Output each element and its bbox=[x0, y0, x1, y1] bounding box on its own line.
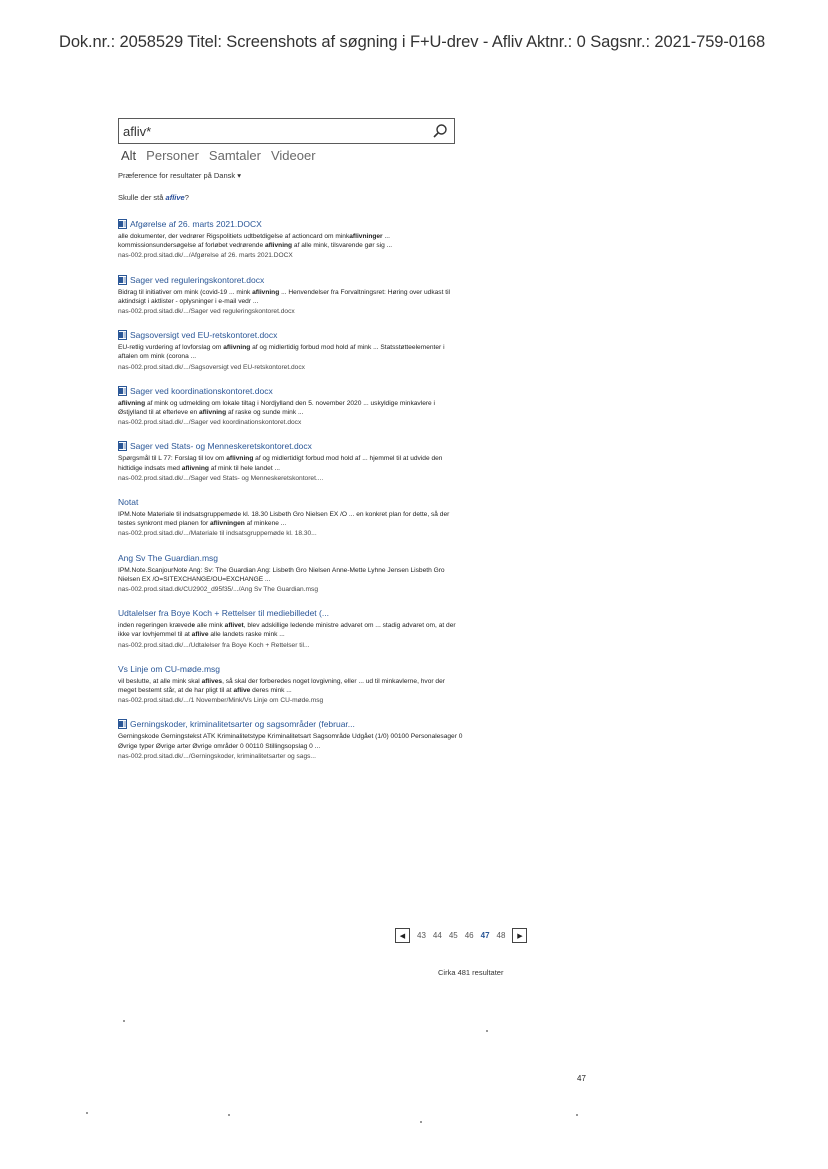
result-title-text[interactable]: Sagsoversigt ved EU-retskontoret.docx bbox=[130, 330, 278, 341]
search-result bbox=[118, 274, 463, 317]
result-url: nas-002.prod.sitad.dk/.../Sager ved koordinationskontoret.docx bbox=[118, 419, 302, 427]
pagination-prev-button[interactable]: ◀ bbox=[395, 928, 410, 943]
page-link[interactable]: 46 bbox=[464, 931, 474, 940]
scan-speck bbox=[576, 1114, 578, 1116]
did-you-mean-link[interactable]: aflive bbox=[165, 193, 185, 202]
result-url: nas-002.prod.sitad.dk/.../Sager ved reguleringskontoret.docx bbox=[118, 308, 295, 316]
result-title-text[interactable]: Gerningskoder, kriminalitetsarter og sagsområder (februar... bbox=[130, 719, 355, 730]
scan-speck bbox=[228, 1114, 230, 1116]
word-document-icon bbox=[118, 275, 127, 285]
result-title[interactable] bbox=[118, 496, 463, 508]
result-title[interactable] bbox=[118, 607, 463, 619]
result-snippet: vil beslutte, at alle mink skal aflives, så skal der forberedes noget lovgivning, eller ... ud til minkavlerne, hvor der meget bestemt står, at de har pligt til at aflive deres mink ... bbox=[118, 677, 445, 695]
word-document-icon bbox=[118, 330, 127, 340]
pagination bbox=[395, 928, 527, 943]
pagination-next-button[interactable]: ▶ bbox=[512, 928, 527, 943]
tab-conversations[interactable]: Samtaler bbox=[208, 148, 261, 163]
search-input[interactable] bbox=[123, 122, 423, 140]
search-box[interactable] bbox=[118, 118, 455, 144]
word-document-icon bbox=[118, 386, 127, 396]
page-link[interactable]: 48 bbox=[496, 931, 506, 940]
scan-speck bbox=[123, 1020, 125, 1022]
result-url: nas-002.prod.sitad.dk/.../Materiale til indsatsgruppemøde kl. 18.30... bbox=[118, 530, 317, 538]
word-document-icon bbox=[118, 441, 127, 451]
search-result bbox=[118, 385, 463, 428]
page-link-current[interactable]: 47 bbox=[480, 931, 490, 940]
word-document-icon bbox=[118, 219, 127, 229]
result-snippet: EU-retlig vurdering af lovforslag om aflivning af og midlertidig forbud mod hold af mink ... Statsstøtteelementer i aftalen om mink (corona ... bbox=[118, 344, 445, 361]
page-link[interactable]: 45 bbox=[448, 931, 458, 940]
results-list bbox=[118, 218, 463, 774]
search-result bbox=[118, 552, 463, 595]
result-url: nas-002.prod.sitad.dk/.../Sagsoversigt ved EU-retskontoret.docx bbox=[118, 363, 305, 371]
did-you-mean-suffix: ? bbox=[184, 193, 189, 202]
search-result bbox=[118, 663, 463, 706]
search-result bbox=[118, 440, 463, 483]
page-link[interactable]: 43 bbox=[417, 931, 426, 940]
search-tabs bbox=[121, 148, 316, 163]
search-result bbox=[118, 496, 463, 539]
result-title-text[interactable]: Vs Linje om CU-møde.msg bbox=[118, 663, 221, 674]
result-url: nas-002.prod.sitad.dk/.../Afgørelse af 26. marts 2021.DOCX bbox=[118, 252, 293, 260]
result-title-text[interactable]: Sager ved koordinationskontoret.docx bbox=[130, 385, 273, 396]
result-url: nas-002.prod.sitad.dk/.../Gerningskoder, kriminalitetsarter og sags... bbox=[118, 752, 316, 760]
search-icon[interactable] bbox=[432, 123, 448, 139]
result-title-text[interactable]: Sager ved reguleringskontoret.docx bbox=[130, 274, 265, 285]
scan-speck bbox=[486, 1030, 488, 1032]
result-snippet: Gerningskode Gerningstekst ATK Kriminalitetstype Kriminalitetsart Sagsområde Udgået (1/0) 00100 Personalesager 0 Øvrige typer Øvrige arter Øvrige områder 0 00110 Stillingsopslag 0 ... bbox=[118, 733, 463, 750]
result-snippet: aflivning af mink og udmelding om lokale tiltag i Nordjylland den 5. november 2020 ... uskyldige minkavlere i Østjylland til at efterleve en aflivning af raske og sunde mink ... bbox=[118, 399, 436, 417]
result-snippet: IPM.Note.ScanjourNote Ang: Sv: The Guardian Ang: Lisbeth Gro Nielsen Anne-Mette Lyhne Jensen Lisbeth Gro Nielsen EX /O=SITEXCHANGE/OU=EXCHANGE ... bbox=[118, 566, 445, 583]
result-title[interactable] bbox=[118, 440, 463, 452]
document-header: Dok.nr.: 2058529 Titel: Screenshots af søgning i F+U-drev - Afliv Aktnr.: 0 Sagsnr.: 2021-759-0168 bbox=[59, 33, 766, 51]
result-title[interactable] bbox=[118, 385, 463, 397]
page-link[interactable]: 44 bbox=[432, 931, 442, 940]
result-url: nas-002.prod.sitad.dk/.../Udtalelser fra Boye Koch + Rettelser til... bbox=[118, 641, 310, 649]
tab-all[interactable]: Alt bbox=[121, 148, 137, 163]
result-title[interactable] bbox=[118, 552, 463, 564]
search-result bbox=[118, 607, 463, 650]
result-title-text[interactable]: Ang Sv The Guardian.msg bbox=[118, 552, 219, 563]
scan-speck bbox=[86, 1112, 88, 1114]
result-count: Cirka 481 resultater bbox=[438, 968, 504, 977]
result-snippet: alle dokumenter, der vedrører Rigspolitiets udtbetdigelse af actioncard om minkaflivninger ... kommissionsundersøgelse af forløbet vedrørende aflivning af alle mink, tilsvarende gør sig ... bbox=[118, 233, 393, 250]
result-title-text[interactable]: Sager ved Stats- og Menneskeretskontoret.docx bbox=[130, 441, 312, 452]
result-title[interactable] bbox=[118, 663, 463, 675]
result-title-text[interactable]: Afgørelse af 26. marts 2021.DOCX bbox=[130, 219, 262, 229]
result-url: nas-002.prod.sitad.dk/CU2902_d95f35/.../Ang Sv The Guardian.msg bbox=[118, 586, 319, 594]
scan-speck bbox=[420, 1121, 422, 1123]
did-you-mean-prefix: Skulle der stå bbox=[118, 193, 164, 202]
result-title-text[interactable]: Notat bbox=[118, 497, 139, 508]
result-title[interactable] bbox=[118, 218, 463, 230]
page-number: 47 bbox=[577, 1074, 586, 1083]
result-snippet: inden regeringen krævede alle mink aflivet, blev adskillige ledende ministre advaret om ... stadig advaret om, at der ikke var lovhjemmel til at aflive alle landets raske mink ... bbox=[118, 622, 456, 639]
result-title[interactable] bbox=[118, 329, 463, 341]
result-snippet: IPM.Note Materiale til indsatsgruppemøde kl. 18.30 Lisbeth Gro Nielsen EX /O ... en konkret plan for dette, så der testes synkront med planen for aflivningen af minkene ... bbox=[118, 511, 450, 528]
tab-people[interactable]: Personer bbox=[146, 148, 199, 163]
search-result bbox=[118, 718, 463, 761]
result-title-text[interactable]: Udtalelser fra Boye Koch + Rettelser til mediebilledet (... bbox=[118, 608, 329, 619]
result-snippet: Spørgsmål til L 77: Forslag til lov om aflivning af og midlertidigt forbud mod hold af ... hjemmel til at udvide den hidtidige indsats med aflivning af mink til hele landet ... bbox=[118, 455, 443, 472]
search-result bbox=[118, 218, 463, 261]
result-snippet: Bidrag til initiativer om mink (covid-19 ... mink aflivning ... Henvendelser fra Forvaltningsret: Høring over udkast til aktindsigt i aktlister - oplysninger i e-mail vedr ... bbox=[118, 288, 451, 305]
word-document-icon bbox=[118, 719, 127, 729]
result-title[interactable] bbox=[118, 718, 463, 730]
did-you-mean bbox=[118, 193, 189, 202]
language-preference[interactable]: Præference for resultater på Dansk ▾ bbox=[118, 171, 241, 180]
result-title[interactable] bbox=[118, 274, 463, 286]
result-url: nas-002.prod.sitad.dk/.../1 November/Mink/Vs Linje om CU-møde.msg bbox=[118, 697, 324, 705]
search-result bbox=[118, 329, 463, 372]
tab-videos[interactable]: Videoer bbox=[270, 148, 316, 163]
result-url: nas-002.prod.sitad.dk/.../Sager ved Stats- og Menneskeretskontoret.... bbox=[118, 474, 324, 482]
